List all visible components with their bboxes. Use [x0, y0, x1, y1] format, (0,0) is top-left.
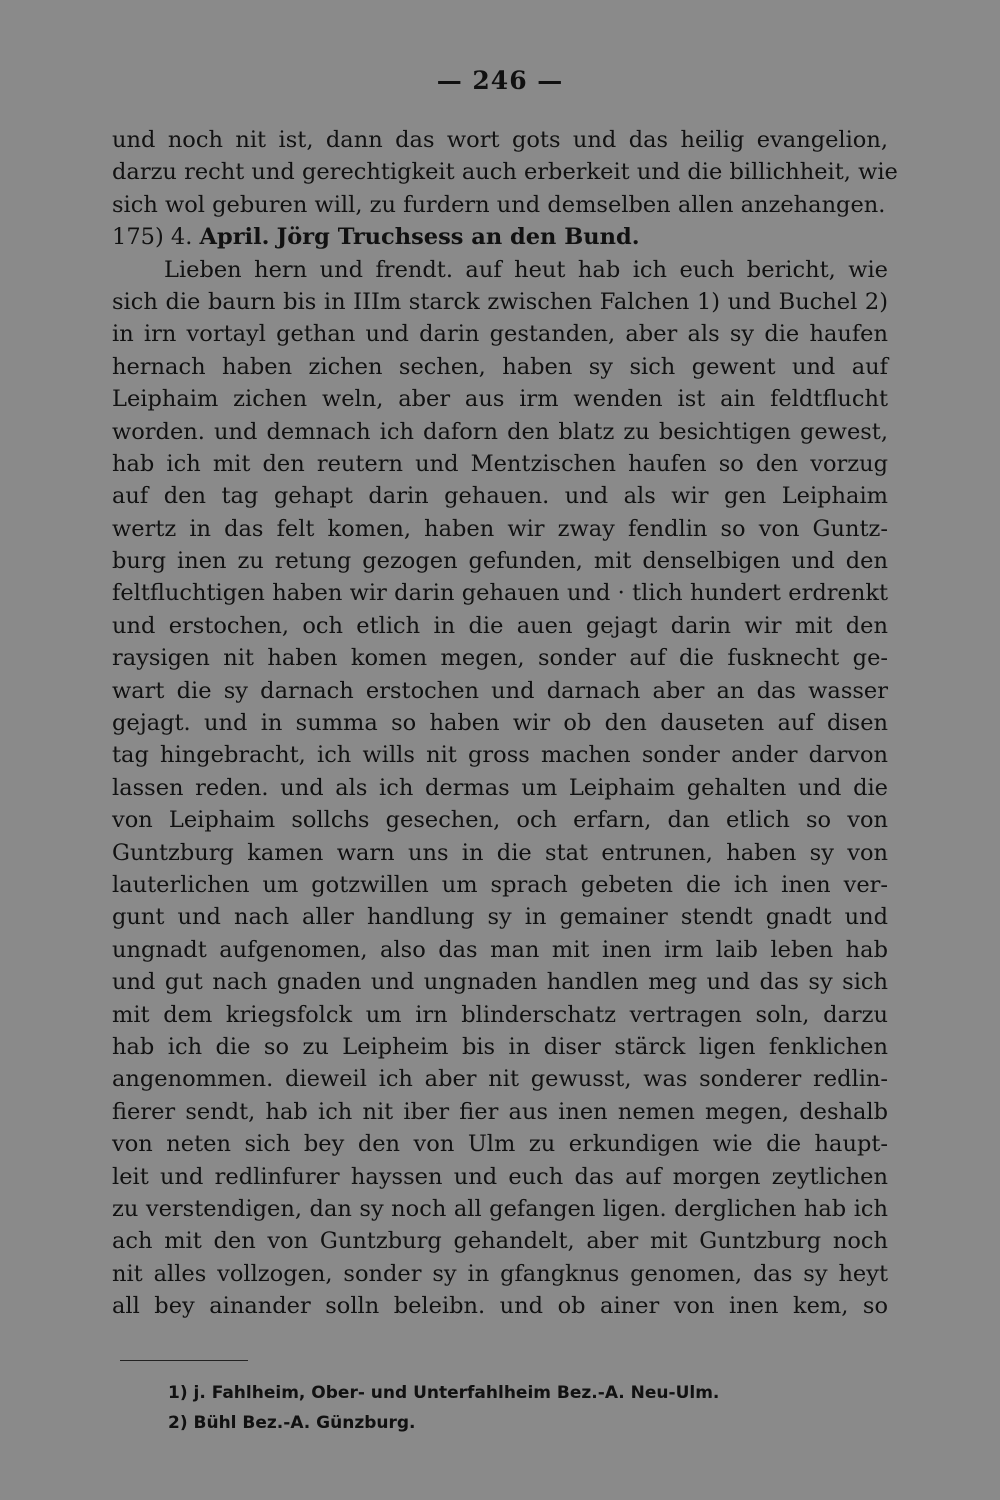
text-line: sich die baurn bis in IIIm starck zwischen Falchen 1) und Buchel 2)	[112, 288, 888, 315]
text-line: gunt und nach aller handlung sy in gemainer stendt gnadt und	[112, 904, 888, 931]
text-line: worden. und demnach ich daforn den blatz zu besichtigen gewest,	[112, 418, 888, 445]
text-line: burg inen zu retung gezogen gefunden, mit denselbigen und den	[112, 548, 888, 575]
text-line: leit und redlinfurer hayssen und euch das auf morgen zeytlichen	[112, 1163, 888, 1190]
text-line: von Leiphaim sollchs gesechen, och erfarn, dan etlich so von	[112, 807, 888, 834]
text-line: hab ich die so zu Leipheim bis in diser stärck ligen fenklichen	[112, 1033, 888, 1060]
text-line: all bey ainander solln beleibn. und ob ainer von inen kem, so	[112, 1293, 888, 1320]
text-line: von neten sich bey den von Ulm zu erkundigen wie die haupt-	[112, 1131, 888, 1158]
text-line: wertz in das felt komen, haben wir zway fendlin so von Guntz-	[112, 515, 888, 542]
letter-number: 175) 4.	[112, 224, 193, 251]
text-line: zu verstendigen, dan sy noch all gefangen ligen. derglichen hab ich	[112, 1195, 888, 1222]
footnotes	[168, 1378, 868, 1438]
text-line: feltfluchtigen haben wir darin gehauen und · tlich hundert erdrenkt	[112, 580, 888, 607]
text-line: Lieben hern und frendt. auf heut hab ich euch bericht, wie	[164, 256, 888, 283]
body-text	[112, 124, 898, 1322]
letter-title: Jörg Truchsess an den Bund.	[276, 224, 640, 251]
text-line: angenommen. dieweil ich aber nit gewusst, was sonderer redlin-	[112, 1066, 888, 1093]
footnote-divider	[120, 1360, 248, 1361]
footnote: 2) Bühl Bez.-A. Günzburg.	[168, 1413, 416, 1433]
text-line: in irn vortayl gethan und darin gestanden, aber als sy die haufen	[112, 321, 888, 348]
text-line: und erstochen, och etlich in die auen gejagt darin wir mit den	[112, 612, 888, 639]
text-line: auf den tag gehapt darin gehauen. und als wir gen Leiphaim	[112, 483, 888, 510]
text-line: gejagt. und in summa so haben wir ob den dauseten auf disen	[112, 710, 888, 737]
text-line: sich wol geburen will, zu furdern und demselben allen anzehangen.	[112, 191, 886, 218]
text-line: und noch nit ist, dann das wort gots und das heilig evangelion,	[112, 127, 888, 153]
text-line: hernach haben zichen sechen, haben sy sich gewent und auf	[112, 353, 888, 380]
text-line: tag hingebracht, ich wills nit gross machen sonder ander darvon	[112, 742, 888, 769]
letter-date: April.	[199, 224, 270, 251]
text-line: wart die sy darnach erstochen und darnach aber an das wasser	[112, 677, 888, 704]
text-line: mit dem kriegsfolck um irn blinderschatz vertragen soln, darzu	[112, 1001, 888, 1028]
text-line: lassen reden. und als ich dermas um Leiphaim gehalten und die	[112, 774, 888, 801]
text-line: ach mit den von Guntzburg gehandelt, aber mit Guntzburg noch	[112, 1228, 888, 1255]
letter-heading	[112, 221, 888, 253]
text-line: ungnadt aufgenomen, also das man mit inen irm laib leben hab	[112, 936, 888, 963]
text-line: lauterlichen um gotzwillen um sprach gebeten die ich inen ver-	[112, 871, 888, 898]
text-line: fierer sendt, hab ich nit iber fier aus inen nemen megen, deshalb	[112, 1098, 888, 1125]
text-line: Leiphaim zichen weln, aber aus irm wenden ist ain feldtflucht	[112, 386, 888, 413]
text-line: Guntzburg kamen warn uns in die stat entrunen, haben sy von	[112, 839, 888, 866]
text-line: darzu recht und gerechtigkeit auch erberkeit und die billichheit, wie	[112, 159, 898, 186]
text-line: und gut nach gnaden und ungnaden handlen meg und das sy sich	[112, 969, 888, 996]
footnote: 1) j. Fahlheim, Ober- und Unterfahlheim Bez.-A. Neu-Ulm.	[168, 1383, 720, 1403]
text-line: hab ich mit den reutern und Mentzischen haufen so den vorzug	[112, 450, 888, 477]
text-line: nit alles vollzogen, sonder sy in gfangknus genomen, das sy heyt	[112, 1260, 888, 1287]
text-line: raysigen nit haben komen megen, sonder auf die fusknecht ge-	[112, 645, 888, 672]
page-number: — 246 —	[436, 66, 564, 95]
